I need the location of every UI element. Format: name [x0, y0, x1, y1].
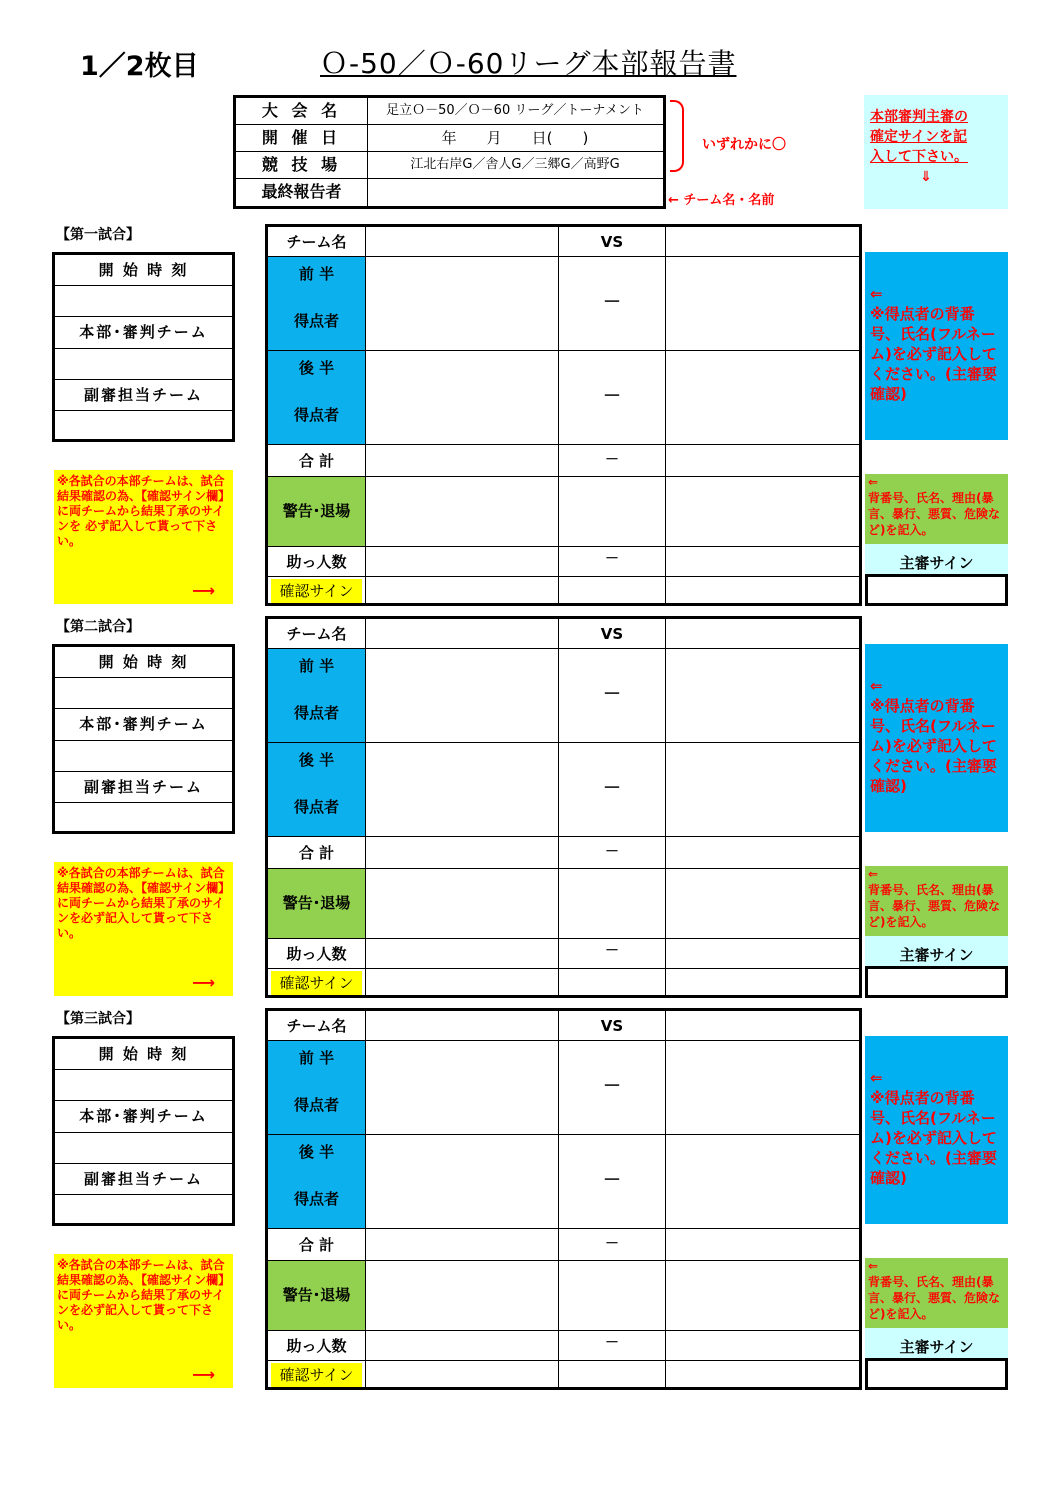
second-half-label	[268, 1135, 366, 1229]
sign-note-line1: 本部審判主審の	[870, 109, 968, 125]
confirm-instruction-text: ※各試合の本部チームは、試合結果確認の為、【確認サイン欄】に両チームから結果了承のサインを必ず記入して貰って下さい。	[57, 1258, 225, 1332]
confirm-instruction-note	[54, 470, 233, 604]
second-half-score[interactable]: －	[559, 351, 666, 445]
away-cards-field[interactable]	[666, 869, 859, 939]
venue-label: 競 技 場	[236, 152, 368, 178]
score-grid	[265, 616, 862, 998]
total-score[interactable]: －	[559, 837, 666, 869]
second-half-score[interactable]: －	[559, 743, 666, 837]
away-helpers-field[interactable]	[666, 939, 859, 969]
cards-instruction-note	[865, 474, 1008, 544]
confirm-sign-label: 確認サイン	[271, 1363, 362, 1387]
confirm-sign-middle-field[interactable]	[559, 1361, 666, 1387]
away-second-half-field[interactable]	[666, 351, 859, 445]
right-arrow-icon: ⟶	[192, 581, 215, 600]
start-time-label: 開 始 時 刻	[55, 1039, 232, 1070]
confirm-sign-cell	[268, 577, 366, 603]
home-team-field[interactable]	[366, 1011, 559, 1041]
confirm-sign-label: 確認サイン	[271, 971, 362, 995]
away-total-field[interactable]	[666, 445, 859, 477]
home-second-half-field[interactable]	[366, 351, 559, 445]
confirm-sign-middle-field[interactable]	[559, 969, 666, 995]
home-cards-field[interactable]	[366, 869, 559, 939]
scorer-instruction-text: ※得点者の背番号、氏名(フルネーム)を必ず記入してください。(主審要確認)	[870, 1089, 997, 1187]
score-grid	[265, 1008, 862, 1390]
cards-middle-field[interactable]	[559, 1261, 666, 1331]
away-confirm-sign-field[interactable]	[666, 1361, 859, 1387]
total-label: 合 計	[268, 1229, 366, 1261]
first-half-text: 前 半	[298, 1049, 335, 1067]
vs-label: VS	[559, 227, 666, 257]
left-arrow-icon: ⇐	[870, 285, 883, 303]
home-helpers-field[interactable]	[366, 1331, 559, 1361]
scorer-text: 得点者	[293, 406, 339, 424]
first-half-score[interactable]: －	[559, 649, 666, 743]
home-helpers-field[interactable]	[366, 939, 559, 969]
hq-team-label: 本部･審判チーム	[55, 709, 232, 741]
home-helpers-field[interactable]	[366, 547, 559, 577]
away-helpers-field[interactable]	[666, 1331, 859, 1361]
date-value[interactable]: 年 月 日( )	[441, 129, 589, 147]
home-cards-field[interactable]	[366, 1261, 559, 1331]
date-label: 開 催 日	[236, 125, 368, 151]
away-confirm-sign-field[interactable]	[666, 577, 859, 603]
page-number: 1／2枚目	[80, 51, 199, 82]
second-half-label	[268, 351, 366, 445]
away-team-field[interactable]	[666, 1011, 859, 1041]
sign-note-line2: 確定サインを記	[870, 129, 968, 145]
first-half-label	[268, 257, 366, 351]
game-info-box	[52, 1036, 235, 1226]
first-half-score[interactable]: －	[559, 257, 666, 351]
scorer-instruction-note	[865, 1036, 1008, 1224]
reporter-row	[236, 179, 663, 206]
home-first-half-field[interactable]	[366, 257, 559, 351]
total-label: 合 計	[268, 837, 366, 869]
away-cards-field[interactable]	[666, 477, 859, 547]
second-half-score[interactable]: －	[559, 1135, 666, 1229]
score-grid	[265, 224, 862, 606]
start-time-label: 開 始 時 刻	[55, 255, 232, 286]
start-time-field[interactable]	[55, 286, 232, 317]
chief-referee-sign-label: 主審サイン	[865, 936, 1008, 966]
assistant-team-field[interactable]	[55, 803, 232, 831]
away-team-field[interactable]	[666, 227, 859, 257]
away-first-half-field[interactable]	[666, 257, 859, 351]
confirm-sign-label: 確認サイン	[271, 579, 362, 603]
vs-label: VS	[559, 1011, 666, 1041]
away-second-half-field[interactable]	[666, 1135, 859, 1229]
first-half-score[interactable]: －	[559, 1041, 666, 1135]
venue-value[interactable]: 江北右岸G／舎人G／三郷G／高野G	[410, 157, 620, 172]
home-team-field[interactable]	[366, 227, 559, 257]
chief-referee-sign-field[interactable]	[865, 574, 1008, 606]
away-confirm-sign-field[interactable]	[666, 969, 859, 995]
total-score[interactable]: －	[559, 445, 666, 477]
cards-instruction-text: 背番号、氏名、理由(暴言、暴行、悪質、危険など)を記入。	[868, 491, 1001, 537]
away-cards-field[interactable]	[666, 1261, 859, 1331]
date-row	[236, 125, 663, 152]
confirm-instruction-note	[54, 862, 233, 996]
second-half-text: 後 半	[298, 359, 335, 377]
cards-middle-field[interactable]	[559, 477, 666, 547]
assistant-team-label: 副審担当チーム	[55, 1164, 232, 1195]
home-second-half-field[interactable]	[366, 743, 559, 837]
helpers-separator: －	[559, 547, 666, 577]
cards-instruction-text: 背番号、氏名、理由(暴言、暴行、悪質、危険など)を記入。	[868, 1275, 1001, 1321]
game-info-box	[52, 644, 235, 834]
assistant-team-label: 副審担当チーム	[55, 772, 232, 803]
helpers-label: 助っ人数	[268, 939, 366, 969]
confirm-instruction-text: ※各試合の本部チームは、試合結果確認の為、【確認サイン欄】に両チームから結果了承のサインを必ず記入して貰って下さい。	[57, 866, 225, 940]
home-cards-field[interactable]	[366, 477, 559, 547]
first-half-label	[268, 649, 366, 743]
cards-middle-field[interactable]	[559, 869, 666, 939]
first-half-text: 前 半	[298, 657, 335, 675]
start-time-label: 開 始 時 刻	[55, 647, 232, 678]
cards-instruction-note	[865, 866, 1008, 936]
scorer-text: 得点者	[293, 1190, 339, 1208]
scorer-instruction-note	[865, 252, 1008, 440]
home-first-half-field[interactable]	[366, 1041, 559, 1135]
away-team-field[interactable]	[666, 619, 859, 649]
home-total-field[interactable]	[366, 1229, 559, 1261]
away-helpers-field[interactable]	[666, 547, 859, 577]
left-arrow-icon: ⇐	[870, 1069, 883, 1087]
reporter-note: ← チーム名・名前	[668, 193, 775, 208]
game-block-1	[0, 224, 1058, 616]
game-block-3	[0, 1008, 1058, 1400]
choose-note: いずれかに〇	[702, 137, 786, 153]
home-confirm-sign-field[interactable]	[366, 577, 559, 603]
home-first-half-field[interactable]	[366, 649, 559, 743]
choice-brace	[670, 100, 684, 172]
hq-team-label: 本部･審判チーム	[55, 317, 232, 349]
confirm-instruction-note	[54, 1254, 233, 1388]
scorer-text: 得点者	[293, 704, 339, 722]
hq-team-field[interactable]	[55, 741, 232, 772]
team-name-label: チーム名	[268, 619, 366, 649]
sign-note-line3: 入して下さい。	[870, 149, 968, 165]
page-title: Ｏ-50／Ｏ-60リーグ本部報告書	[320, 47, 737, 80]
home-confirm-sign-field[interactable]	[366, 1361, 559, 1387]
tournament-row	[236, 98, 663, 125]
game-label: 【第一試合】	[56, 227, 140, 243]
team-name-label: チーム名	[268, 227, 366, 257]
left-arrow-icon: ⇐	[868, 1259, 879, 1273]
confirm-sign-middle-field[interactable]	[559, 577, 666, 603]
reporter-value[interactable]	[367, 179, 663, 206]
referee-sign-note	[864, 95, 1008, 209]
game-block-2	[0, 616, 1058, 1008]
scorer-instruction-text: ※得点者の背番号、氏名(フルネーム)を必ず記入してください。(主審要確認)	[870, 305, 997, 403]
down-arrow-icon: ⇓	[920, 169, 932, 185]
game-info-box	[52, 252, 235, 442]
cards-instruction-note	[865, 1258, 1008, 1328]
hq-team-field[interactable]	[55, 1133, 232, 1164]
header-table	[233, 95, 666, 209]
home-team-field[interactable]	[366, 619, 559, 649]
start-time-field[interactable]	[55, 1070, 232, 1101]
right-arrow-icon: ⟶	[192, 973, 215, 992]
helpers-label: 助っ人数	[268, 1331, 366, 1361]
home-total-field[interactable]	[366, 445, 559, 477]
scorer-instruction-note	[865, 644, 1008, 832]
tournament-value[interactable]: 足立Ｏ－50／Ｏ－60 リーグ／トーナメント	[386, 103, 644, 118]
cards-label: 警告･退場	[268, 477, 366, 547]
assistant-team-label: 副審担当チーム	[55, 380, 232, 411]
scorer-instruction-text: ※得点者の背番号、氏名(フルネーム)を必ず記入してください。(主審要確認)	[870, 697, 997, 795]
scorer-text: 得点者	[293, 798, 339, 816]
first-half-label	[268, 1041, 366, 1135]
chief-referee-sign-label: 主審サイン	[865, 1328, 1008, 1358]
away-second-half-field[interactable]	[666, 743, 859, 837]
team-name-label: チーム名	[268, 1011, 366, 1041]
chief-referee-sign-field[interactable]	[865, 966, 1008, 998]
second-half-label	[268, 743, 366, 837]
right-arrow-icon: ⟶	[192, 1365, 215, 1384]
confirm-sign-cell	[268, 1361, 366, 1387]
venue-row	[236, 152, 663, 179]
left-arrow-icon: ⇐	[868, 867, 879, 881]
helpers-label: 助っ人数	[268, 547, 366, 577]
home-second-half-field[interactable]	[366, 1135, 559, 1229]
hq-team-label: 本部･審判チーム	[55, 1101, 232, 1133]
scorer-text: 得点者	[293, 1096, 339, 1114]
cards-label: 警告･退場	[268, 869, 366, 939]
first-half-text: 前 半	[298, 265, 335, 283]
vs-label: VS	[559, 619, 666, 649]
confirm-instruction-text: ※各試合の本部チームは、試合結果確認の為、【確認サイン欄】に両チームから結果了承のサインを 必ず記入して貰って下さい。	[57, 474, 225, 548]
home-total-field[interactable]	[366, 837, 559, 869]
start-time-field[interactable]	[55, 678, 232, 709]
chief-referee-sign-label: 主審サイン	[865, 544, 1008, 574]
second-half-text: 後 半	[298, 751, 335, 769]
left-arrow-icon: ⇐	[868, 475, 879, 489]
reporter-label: 最終報告者	[236, 179, 368, 206]
helpers-separator: －	[559, 1331, 666, 1361]
game-label: 【第三試合】	[56, 1011, 140, 1027]
away-first-half-field[interactable]	[666, 1041, 859, 1135]
away-first-half-field[interactable]	[666, 649, 859, 743]
left-arrow-icon: ⇐	[870, 677, 883, 695]
away-total-field[interactable]	[666, 1229, 859, 1261]
home-confirm-sign-field[interactable]	[366, 969, 559, 995]
away-total-field[interactable]	[666, 837, 859, 869]
helpers-separator: －	[559, 939, 666, 969]
total-score[interactable]: －	[559, 1229, 666, 1261]
cards-label: 警告･退場	[268, 1261, 366, 1331]
scorer-text: 得点者	[293, 312, 339, 330]
cards-instruction-text: 背番号、氏名、理由(暴言、暴行、悪質、危険など)を記入。	[868, 883, 1001, 929]
game-label: 【第二試合】	[56, 619, 140, 635]
assistant-team-field[interactable]	[55, 1195, 232, 1223]
second-half-text: 後 半	[298, 1143, 335, 1161]
chief-referee-sign-field[interactable]	[865, 1358, 1008, 1390]
hq-team-field[interactable]	[55, 349, 232, 380]
tournament-label: 大 会 名	[236, 98, 368, 124]
confirm-sign-cell	[268, 969, 366, 995]
total-label: 合 計	[268, 445, 366, 477]
assistant-team-field[interactable]	[55, 411, 232, 439]
